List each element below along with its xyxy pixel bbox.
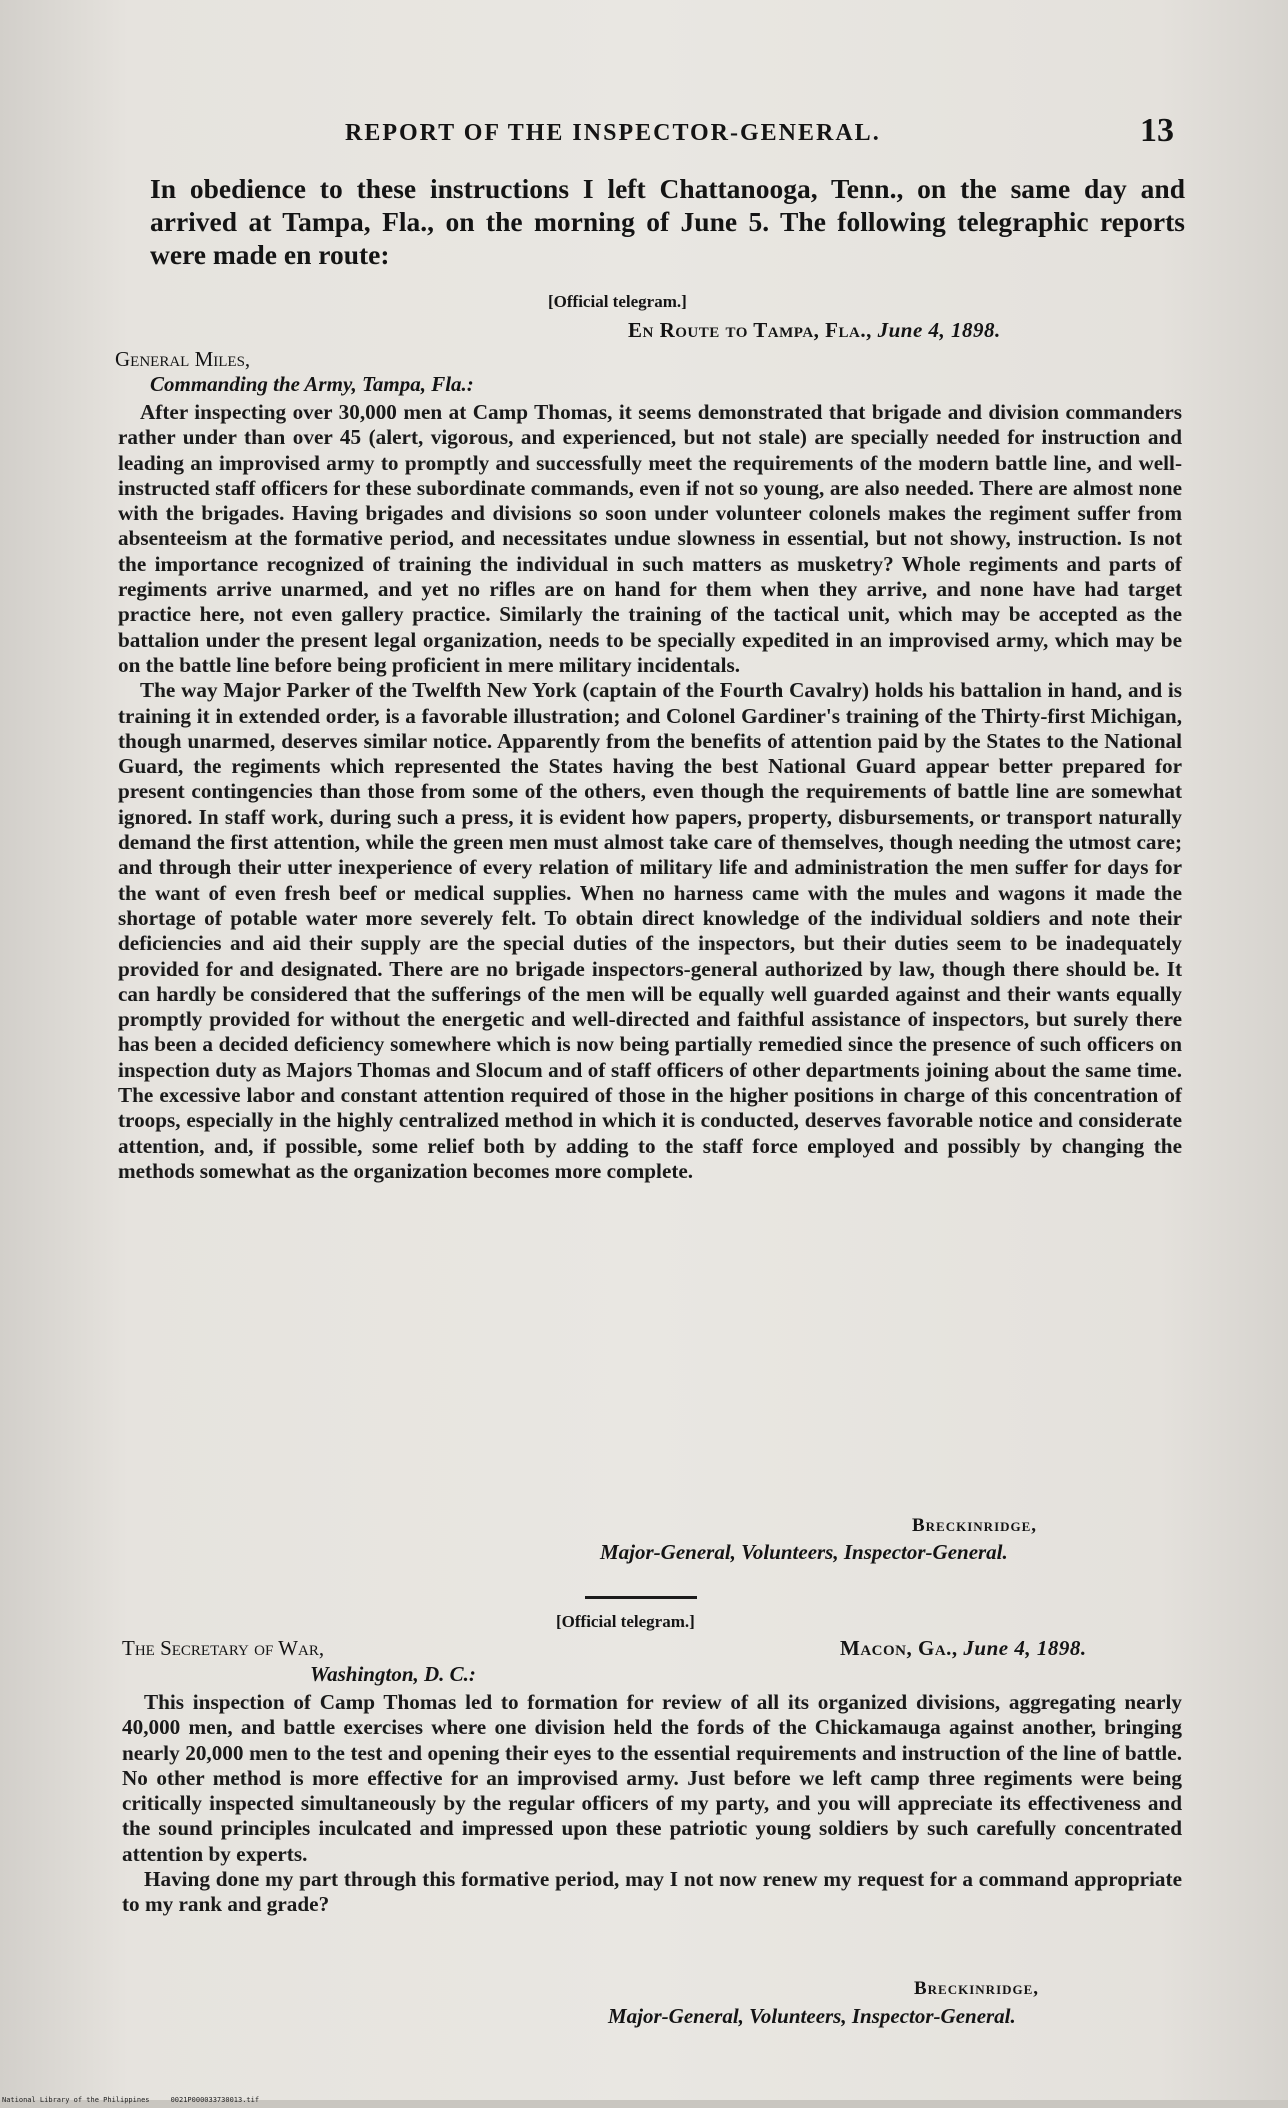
addressee-name: The Secretary of War,	[122, 1636, 325, 1660]
addressee-subline: Commanding the Army, Tampa, Fla.:	[150, 372, 474, 396]
body-paragraph: After inspecting over 30,000 men at Camp Thomas, it seems demonstrated that brigade and division commanders rather under than over 45 (alert, vigorous, and experienced, but not stale) are specially needed for instruction and leading an improvised army to promptly and successfully meet the requirements of the modern battle line, and well-instructed staff officers for these subordinate commands, even if not so young, are also needed. There are almost none with the brigades. Having brigades and divisions so soon under volunteer colonels makes the regiment suffer from absenteeism at the formative period, and necessitates undue slowness in essential, but not showy, instruction. Is not the importance recognized of training the individual in such matters as musketry? Whole regiments and parts of regiments arrive unarmed, and yet no rifles are on hand for them when they arrive, and none have had target practice here, not even gallery practice. Similarly the training of the tactical unit, which may be accepted as the battalion under the present legal organization, needs to be specially expedited in an improvised army, which may be on the battle line before being proficient in mere military incidentals.	[118, 400, 1182, 677]
addressee-subline: Washington, D. C.:	[310, 1662, 476, 1686]
telegram-body	[118, 400, 1182, 1184]
body-paragraph: Having done my part through this formative period, may I not now renew my request for a command appropriate to my rank and grade?	[122, 1867, 1182, 1917]
addressee-name: General Miles,	[115, 347, 251, 371]
scan-footer: National Library of the Philippines 0021P000033730013.tif	[2, 2096, 260, 2104]
dateline-place: Macon, Ga.,	[840, 1636, 958, 1660]
addressee	[122, 1636, 324, 1661]
dateline-date: June 4, 1898.	[963, 1636, 1087, 1660]
section-divider	[585, 1596, 697, 1599]
dateline-date: June 4, 1898.	[877, 318, 1001, 342]
running-title: REPORT OF THE INSPECTOR-GENERAL.	[345, 120, 881, 146]
signature-name: Breckinridge,	[914, 1978, 1040, 1999]
body-paragraph: This inspection of Camp Thomas led to formation for review of all its organized divisions, aggregating nearly 40,000 men, and battle exercises where one division held the fords of the Chickamauga against another, bringing nearly 20,000 men to the test and opening their eyes to the essential requirements and instruction of the line of battle. No other method is more effective for an improvised army. Just before we left camp three regiments were being critically inspected simultaneously by the regular officers of my party, and you will appreciate its effectiveness and the sound principles inculcated and impressed upon these patriotic young soldiers by such carefully concentrated attention by experts.	[122, 1690, 1182, 1866]
signature-name: Breckinridge,	[912, 1515, 1038, 1536]
running-head	[0, 112, 1288, 152]
dateline-place: En Route to Tampa, Fla.,	[628, 318, 872, 342]
addressee	[115, 347, 250, 372]
telegram-label: [Official telegram.]	[548, 292, 687, 311]
signature-title: Major-General, Volunteers, Inspector-General.	[600, 1540, 1008, 1564]
telegram-body	[122, 1690, 1182, 1918]
page-number: 13	[1140, 112, 1174, 149]
telegram-dateline	[628, 318, 1001, 343]
telegram-dateline	[840, 1636, 1087, 1661]
telegram-label: [Official telegram.]	[556, 1612, 695, 1631]
body-paragraph: The way Major Parker of the Twelfth New York (captain of the Fourth Cavalry) holds his battalion in hand, and is training it in extended order, is a favorable illustration; and Colonel Gardiner's training of the Thirty-first Michigan, though unarmed, deserves similar notice. Apparently from the benefits of attention paid by the States to the National Guard, the regiments which represented the States having the best National Guard appear better prepared for present contingencies than those from some of the others, even though the requirements of battle line are somewhat ignored. In staff work, during such a press, it is evident how papers, property, disbursements, or transport naturally demand the first attention, while the green men must almost take care of themselves, though needing the utmost care; and through their utter inexperience of every relation of military life and administration the men suffer for days for the want of even fresh beef or medical supplies. When no harness came with the mules and wagons it made the shortage of potable water more severely felt. To obtain direct knowledge of the individual soldiers and note their deficiencies and aid their supply are the special duties of the inspectors, but their duties seem to be inadequately provided for and designated. There are no brigade inspectors-general authorized by law, though there should be. It can hardly be considered that the sufferings of the men will be equally well guarded against and their wants equally promptly provided for without the energetic and well-directed and faithful assistance of inspectors, but surely there has been a decided deficiency somewhere which is now being partially remedied since the presence of such officers on inspection duty as Majors Thomas and Slocum and of staff officers of other departments joining about the same time. The excessive labor and constant attention required of those in the higher positions in charge of this concentration of troops, especially in the highly centralized method in which it is conducted, deserves favorable notice and considerate attention, and, if possible, some relief both by adding to the staff force employed and possibly by changing the methods somewhat as the organization becomes more complete.	[118, 678, 1182, 1183]
signature-title: Major-General, Volunteers, Inspector-General.	[608, 2004, 1016, 2028]
intro-paragraph: In obedience to these instructions I left Chattanooga, Tenn., on the same day and arrived at Tampa, Fla., on the morning of June 5. The following telegraphic reports were made en route:	[150, 173, 1185, 270]
